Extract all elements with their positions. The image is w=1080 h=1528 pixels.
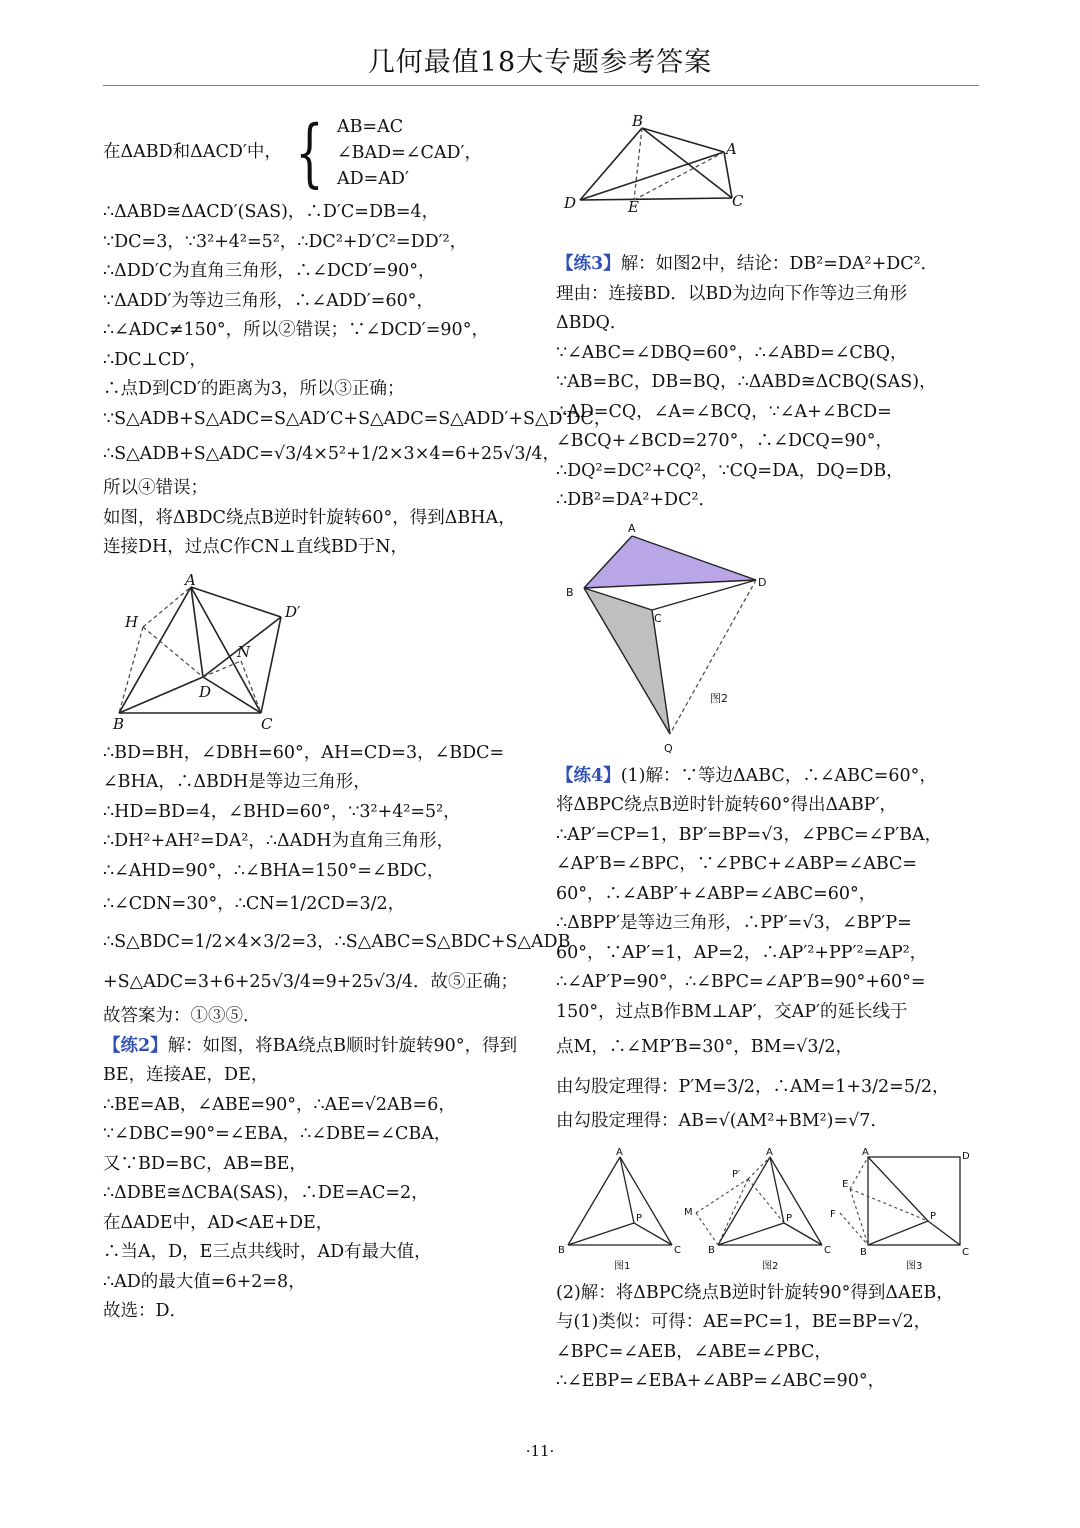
text-line: ∵∠DBC=90°=∠EBA，∴∠DBE=∠CBA，	[103, 1124, 452, 1144]
label: B	[860, 1246, 867, 1258]
label-B: B	[632, 112, 644, 130]
label-A: A	[726, 140, 737, 158]
label: C	[962, 1246, 969, 1258]
label: B	[558, 1244, 565, 1256]
label: D	[962, 1150, 970, 1162]
label: C	[674, 1244, 681, 1256]
label-C: C	[261, 714, 273, 733]
label-A: A	[185, 570, 196, 589]
text-line: ∴ΔABD≅ΔACD′(SAS)，∴D′C=DB=4，	[103, 202, 440, 222]
exercise-tag: 【练2】	[103, 1035, 168, 1056]
text-line: ∴∠EBP=∠EBA+∠ABP=∠ABC=90°，	[556, 1371, 886, 1391]
text-line: ∵ΔADD′为等边三角形，∴∠ADD′=60°，	[103, 290, 434, 311]
text-line: 与(1)类似：可得：AE=PC=1，BE=BP=√2，	[556, 1312, 932, 1332]
exercise-tag: 【练4】	[556, 765, 621, 786]
text-line: ΔBDQ．	[556, 313, 628, 333]
text-line: ∴当A，D，E三点共线时，AD有最大值，	[103, 1242, 432, 1262]
text-line: ∴DC⊥CD′，	[103, 349, 207, 370]
text-line: BE，连接AE，DE，	[103, 1065, 269, 1085]
case-line: AB=AC	[336, 117, 404, 137]
text-line: 由勾股定理得：P′M=3/2，∴AM=1+3/2=5/2，	[556, 1077, 950, 1097]
text-line: ∴S△BDC=1/2×4×3/2=3，∴S△ABC=S△BDC+S△ADB	[103, 932, 571, 952]
page-title: 几何最值18大专题参考答案	[367, 47, 713, 78]
text-line: ∵AB=BC，DB=BQ，∴ΔABD≅ΔCBQ(SAS)，	[556, 372, 937, 392]
case-prefix: 在ΔABD和ΔACD′中，	[103, 142, 282, 163]
label: A	[616, 1146, 623, 1158]
label: B	[708, 1244, 715, 1256]
text-line: 如图，将ΔBDC绕点B逆时针旋转60°，得到ΔBHA，	[103, 507, 516, 528]
label-B: B	[566, 585, 574, 599]
label-A: A	[628, 521, 636, 535]
exercise-3	[556, 250, 986, 280]
text-line: 解：如图2中，结论：DB²=DA²+DC²．	[620, 254, 939, 274]
text-line: 故选：D．	[103, 1301, 188, 1321]
text-line: 解：如图，将BA绕点B顺时针旋转90°，得到	[167, 1035, 518, 1056]
header-divider	[103, 85, 979, 86]
text-line: 故答案为：①③⑤．	[103, 1006, 261, 1026]
label-C: C	[654, 611, 662, 625]
label: P	[636, 1212, 643, 1224]
text-line: 将ΔBPC绕点B逆时针旋转60°得出ΔABP′，	[556, 795, 897, 815]
text-line: ∴点D到CD′的距离为3，所以③正确；	[103, 379, 405, 399]
text-line: ∠BPC=∠AEB，∠ABE=∠PBC，	[556, 1341, 832, 1362]
label-N: N	[237, 642, 251, 661]
text-line: ∴BE=AB，∠ABE=90°，∴AE=√2AB=6，	[103, 1094, 456, 1115]
label: M	[684, 1206, 693, 1218]
text-line: 理由：连接BD．以BD为边向下作等边三角形	[556, 283, 908, 304]
label-D: D	[758, 575, 767, 589]
text-line: 60°，∵AP′=1，AP=2，∴AP′²+PP′²=AP²，	[556, 942, 928, 963]
text-line: 150°，过点B作BM⊥AP′，交AP′的延长线于	[556, 1001, 908, 1022]
text-line: 由勾股定理得：AB=√(AM²+BM²)=√7．	[556, 1111, 888, 1131]
figure-caption: 图2	[762, 1260, 779, 1272]
text-line: ∵∠ABC=∠DBQ=60°，∴∠ABD=∠CBQ，	[556, 342, 908, 363]
case-line: ∠BAD=∠CAD′，	[336, 143, 482, 163]
text-line: 在ΔADE中，AD<AE+DE，	[103, 1212, 334, 1233]
text-line: ∴HD=BD=4，∠BHD=60°，∵3²+4²=5²，	[103, 801, 461, 822]
page-number: ·11·	[525, 1442, 555, 1460]
label-D: D	[199, 682, 212, 701]
exercise-tag: 【练3】	[556, 254, 621, 274]
text-line: ∴S△ADB+S△ADC=√3/4×5²+1/2×3×4=6+25√3/4，	[103, 444, 561, 464]
text-line: 所以④错误；	[103, 478, 208, 498]
case-line: AD=AD′	[336, 169, 409, 189]
text-line: ∴BD=BH，∠DBH=60°，AH=CD=3，∠BDC=	[103, 742, 505, 763]
label: P′	[732, 1168, 741, 1180]
text-line: ∴∠AHD=90°，∴∠BHA=150°=∠BDC，	[103, 860, 445, 881]
label-E: E	[628, 198, 639, 216]
text-line: ∵S△ADB+S△ADC=S△AD′C+S△ADC=S△ADD′+S△D′DC，	[103, 408, 612, 429]
right-column	[556, 250, 986, 1397]
label: C	[824, 1244, 831, 1256]
label-Q: Q	[664, 741, 673, 755]
text-line: ∴DB²=DA²+DC²．	[556, 490, 716, 510]
label: P	[930, 1210, 937, 1222]
text-line: +S△ADC=3+6+25√3/4=9+25√3/4．故⑤正确；	[103, 972, 519, 992]
text-line: ∴ΔDD′C为直角三角形，∴∠DCD′=90°，	[103, 261, 436, 281]
text-line: ∴DQ²=DC²+CQ²，∵CQ=DA，DQ=DB，	[556, 460, 904, 481]
text-line: ∠BHA，∴ΔBDH是等边三角形，	[103, 772, 371, 792]
exercise-4	[556, 762, 986, 792]
brace-icon: {	[295, 110, 324, 196]
text-line: ∴AD=CQ，∠A=∠BCQ，∵∠A+∠BCD=	[556, 401, 892, 422]
text-line: ∠BCQ+∠BCD=270°，∴∠DCQ=90°，	[556, 431, 893, 451]
text-line: 又∵BD=BC，AB=BE，	[103, 1153, 307, 1174]
label: E	[842, 1178, 849, 1190]
figure-caption: 图2	[710, 691, 728, 705]
label-C: C	[732, 192, 744, 210]
label: A	[862, 1146, 869, 1158]
text-line: (1)解：∵等边ΔABC，∴∠ABC=60°，	[620, 765, 937, 786]
label-D-prime: D′	[285, 602, 301, 621]
label-B: B	[113, 714, 125, 733]
figure-quadrilateral-top	[560, 114, 750, 214]
label: A	[766, 1146, 773, 1158]
text-line: 60°，∴∠ABP′+∠ABP=∠ABC=60°，	[556, 883, 877, 904]
text-line: ∵DC=3，∵3²+4²=5²，∴DC²+D′C²=DD′²，	[103, 231, 468, 252]
text-line: ∴∠ADC≠150°，所以②错误；∵∠DCD′=90°，	[103, 320, 489, 340]
figure-rotation-diagram	[113, 570, 313, 733]
label: F	[830, 1208, 836, 1220]
case-lines	[337, 114, 482, 192]
label: P	[786, 1212, 793, 1224]
label-H: H	[125, 612, 139, 631]
figure-caption: 图1	[614, 1260, 631, 1272]
exercise-2	[103, 1032, 533, 1062]
text-line: 连接DH，过点C作CN⊥直线BD于N，	[103, 537, 409, 557]
text-line: 点M，∴∠MP′B=30°，BM=√3/2，	[556, 1037, 854, 1057]
text-line: ∴AP′=CP=1，BP′=BP=√3，∠PBC=∠P′BA，	[556, 824, 943, 845]
case-system	[103, 108, 533, 198]
text-line: ∴∠CDN=30°，∴CN=1/2CD=3/2，	[103, 894, 406, 914]
figure-caption: 图3	[906, 1260, 923, 1272]
text-line: ∴AD的最大值=6+2=8，	[103, 1271, 306, 1292]
figure-row-1-2-3	[556, 1147, 980, 1273]
text-line: ∴∠AP′P=90°，∴∠BPC=∠AP′B=90°+60°=	[556, 972, 926, 992]
text-line: ∴ΔDBE≅ΔCBA(SAS)，∴DE=AC=2，	[103, 1183, 429, 1203]
text-line: (2)解：将ΔBPC绕点B逆时针旋转90°得到ΔAEB，	[556, 1282, 954, 1303]
text-line: ∠AP′B=∠BPC，∵∠PBC+∠ABP=∠ABC=	[556, 854, 918, 874]
text-line: ∴DH²+AH²=DA²，∴ΔADH为直角三角形，	[103, 831, 455, 851]
label-D: D	[564, 194, 577, 212]
text-line: ∴ΔBPP′是等边三角形，∴PP′=√3，∠BP′P=	[556, 913, 912, 933]
figure-2-shaded	[560, 521, 780, 756]
